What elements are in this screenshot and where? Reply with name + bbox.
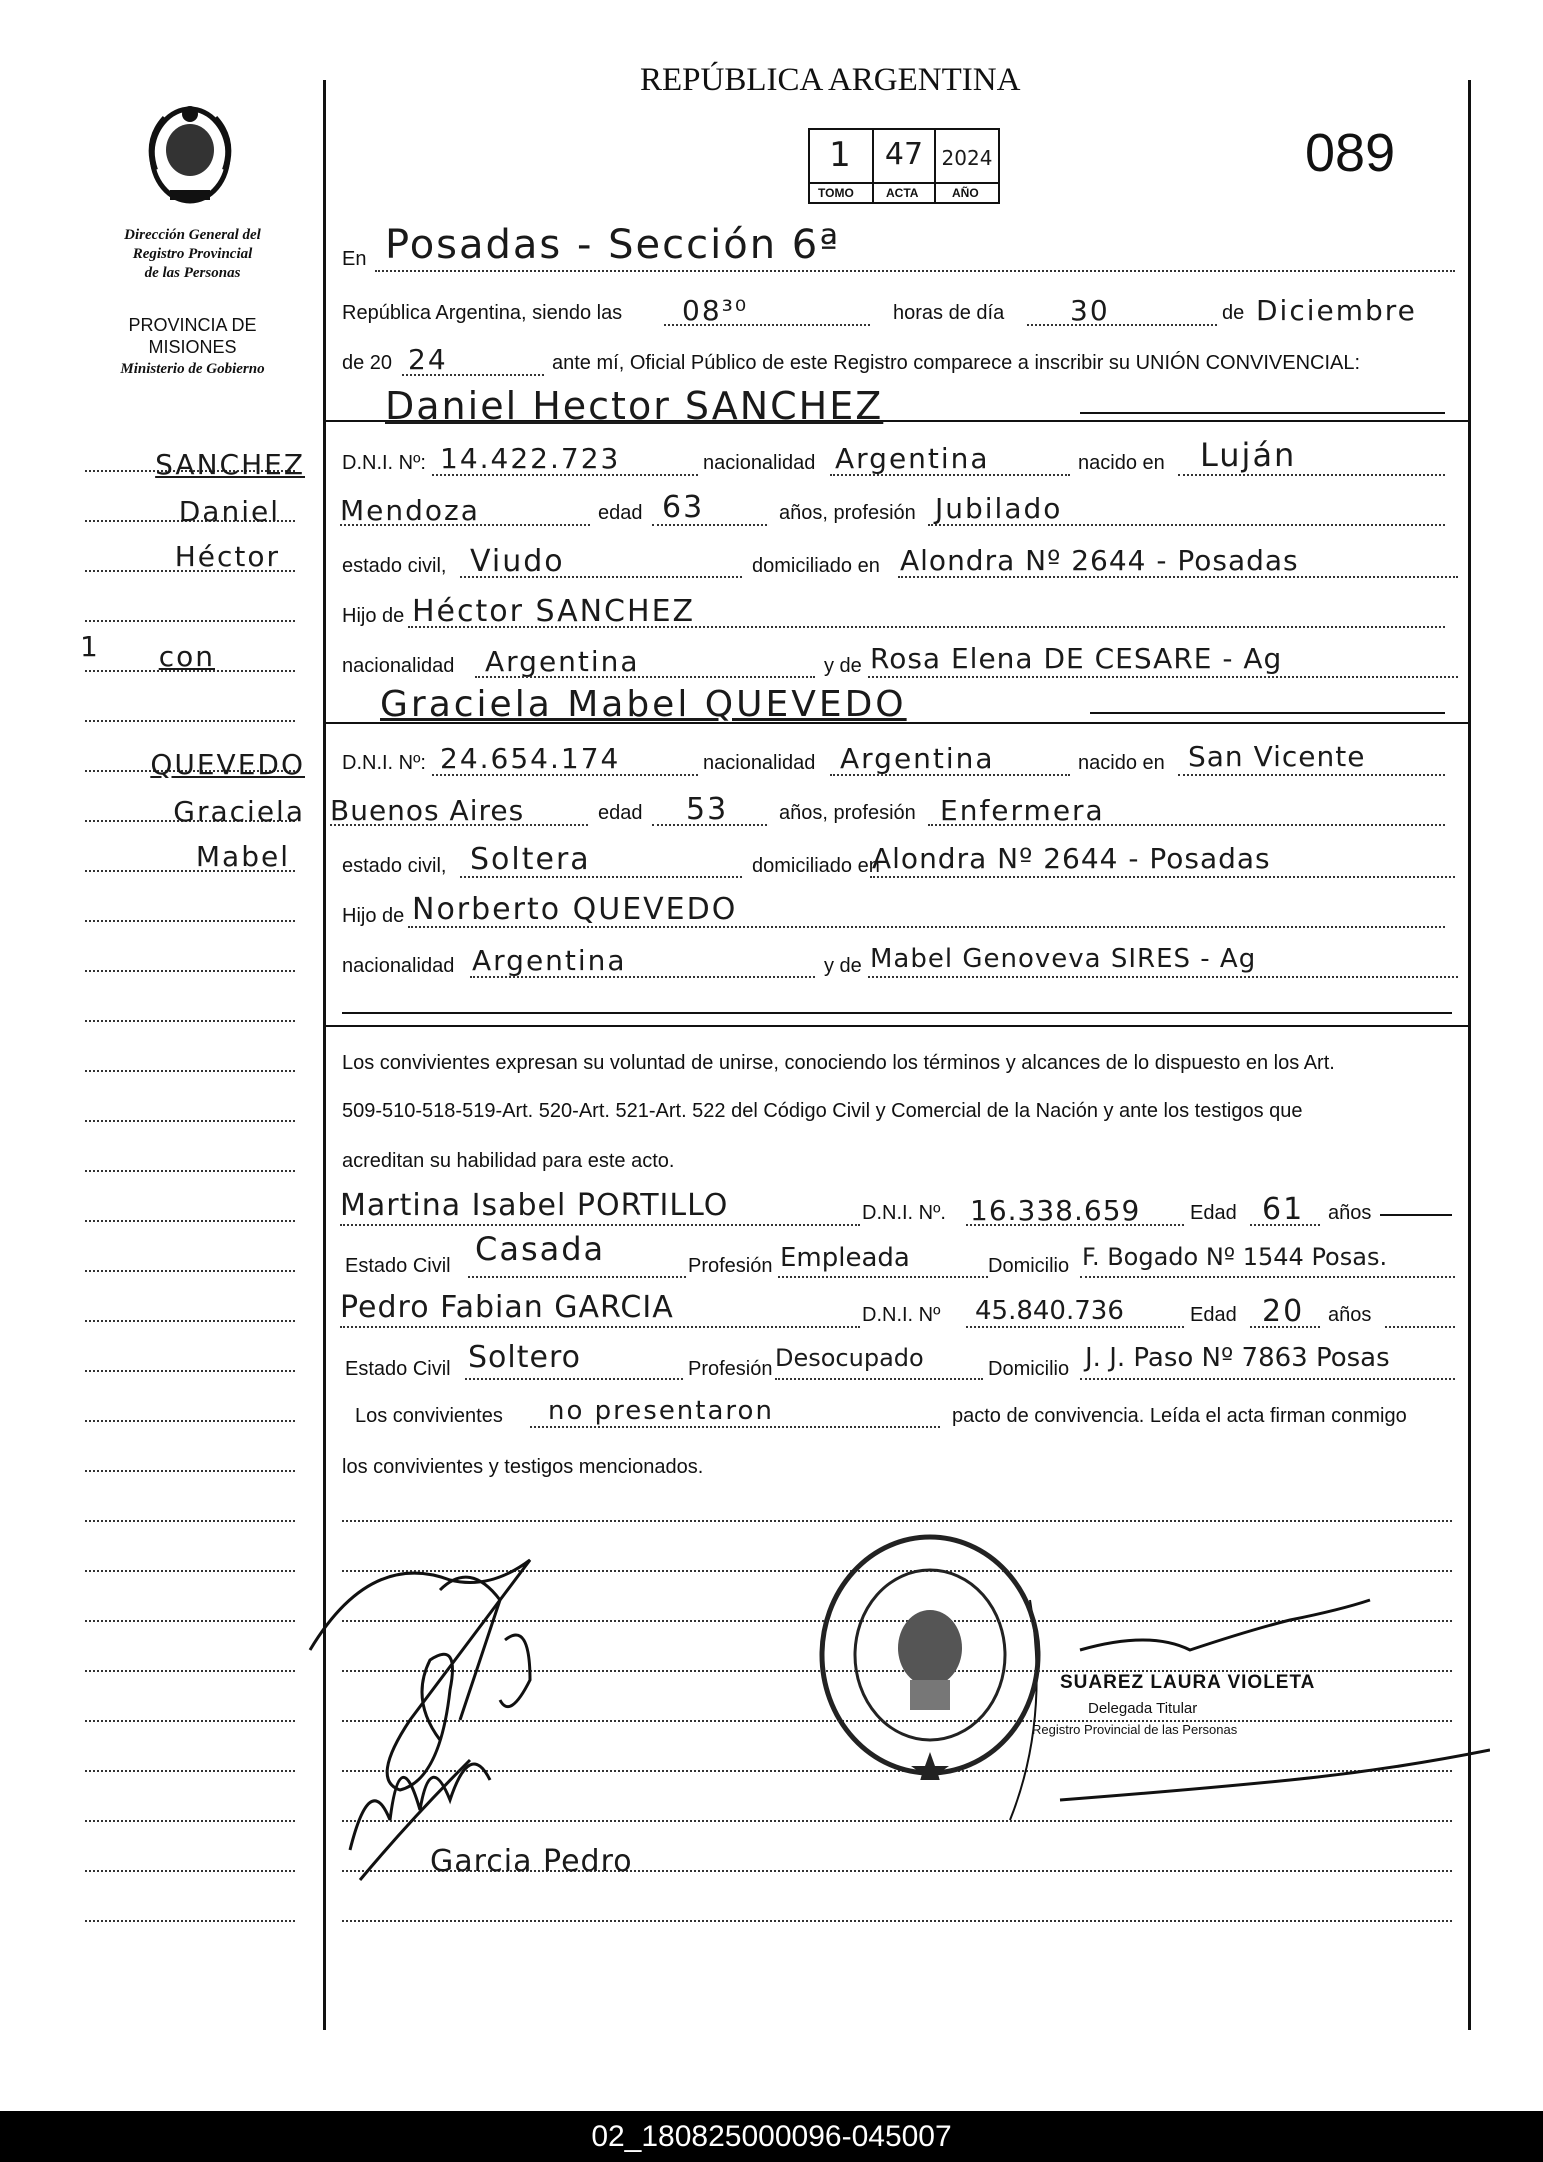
- w1-dni-label: D.N.I. Nº.: [862, 1202, 946, 1224]
- w1-estado-value: Casada: [475, 1230, 606, 1268]
- republica-label: República Argentina, siendo las: [342, 302, 623, 324]
- en-label: En: [342, 248, 367, 270]
- w1-edad-value: 61: [1262, 1192, 1305, 1227]
- sidebar-dotted-line: [85, 1720, 295, 1722]
- margin-given-2b: Mabel: [195, 840, 290, 873]
- w2-estado-value: Soltero: [468, 1340, 581, 1375]
- w2-edad-value: 20: [1262, 1294, 1305, 1329]
- sidebar-dotted-line: [85, 620, 295, 622]
- p2-nac2-label: nacionalidad: [342, 955, 455, 977]
- p2-edad-label: edad: [598, 802, 643, 824]
- p1-nacido-value: Luján: [1200, 436, 1297, 474]
- anio-label: AÑO: [952, 186, 979, 200]
- statement-line-3: acreditan su habilidad para este acto.: [342, 1150, 675, 1172]
- sidebar-dotted-line: [85, 1420, 295, 1422]
- closing-suffix: pacto de convivencia. Leída el acta firman conmigo: [952, 1405, 1407, 1427]
- sidebar-dotted-line: [85, 1020, 295, 1022]
- hour-value: 08³⁰: [682, 294, 749, 327]
- p2-nacionalidad-label: nacionalidad: [703, 752, 816, 774]
- official-title: Delegada Titular: [1088, 1700, 1198, 1717]
- p2-domicilio-value: Alondra Nº 2644 - Posadas: [872, 842, 1271, 875]
- w2-dni-value: 45.840.736: [975, 1296, 1124, 1326]
- acta-value: 47: [884, 137, 924, 172]
- p2-nacido-value: San Vicente: [1188, 740, 1366, 773]
- w2-dom-label: Domicilio: [988, 1358, 1070, 1380]
- p1-padre-value: Héctor SANCHEZ: [412, 594, 696, 629]
- p1-nacido-cont: Mendoza: [340, 494, 480, 527]
- country-title: REPÚBLICA ARGENTINA: [640, 62, 1021, 98]
- p1-anios-prof-label: años, profesión: [779, 502, 916, 524]
- official-office: Registro Provincial de las Personas: [1032, 1722, 1238, 1737]
- section-divider-3: [323, 1025, 1471, 1027]
- sidebar-dotted-line: [85, 1270, 295, 1272]
- sidebar-dotted-line: [85, 1470, 295, 1472]
- p1-estado-label: estado civil,: [342, 555, 447, 577]
- sidebar-dotted-line: [85, 1870, 295, 1872]
- sidebar-dotted-line: [85, 1920, 295, 1922]
- registry-seal-icon: [815, 1530, 1045, 1780]
- p2-anios-prof-label: años, profesión: [779, 802, 916, 824]
- p2-nacido-cont: Buenos Aires: [330, 794, 525, 827]
- p1-edad-label: edad: [598, 502, 643, 524]
- w1-prof-label: Profesión: [688, 1255, 773, 1277]
- org-line-1: Dirección General del: [124, 227, 261, 243]
- tomo-cell: [810, 130, 874, 182]
- sidebar-dotted-line: [85, 970, 295, 972]
- province-coat-of-arms-icon: [135, 100, 245, 210]
- w2-prof-label: Profesión: [688, 1358, 773, 1380]
- sidebar-dotted-line: [85, 1770, 295, 1772]
- p1-domicilio-label: domiciliado en: [752, 555, 880, 577]
- anio-value: 2024: [941, 146, 993, 170]
- horas-label: horas de día: [893, 302, 1005, 324]
- w2-anios-label: años: [1328, 1304, 1372, 1326]
- witness-handwritten-name: Garcia Pedro: [430, 1844, 633, 1879]
- w1-dni-value: 16.338.659: [970, 1194, 1141, 1227]
- w1-estado-label: Estado Civil: [345, 1255, 451, 1277]
- p1-domicilio-value: Alondra Nº 2644 - Posadas: [900, 544, 1299, 577]
- margin-surname-2: QUEVEDO: [150, 748, 305, 781]
- month-value: Diciembre: [1256, 294, 1417, 327]
- p1-estado-value: Viudo: [470, 544, 565, 579]
- tomo-label: TOMO: [818, 186, 854, 200]
- margin-con: con: [158, 640, 215, 673]
- year-prefix: de 20: [342, 352, 393, 374]
- org-line-3: de las Personas: [144, 265, 241, 281]
- p2-edad-value: 53: [686, 792, 729, 827]
- org-line-2: Registro Provincial: [132, 246, 253, 262]
- tomo-value: 1: [829, 135, 853, 175]
- margin-given-1b: Héctor: [174, 540, 280, 573]
- closing-line-2: los convivientes y testigos mencionados.: [342, 1456, 704, 1478]
- file-id-footer: 02_180825000096-045007: [0, 2111, 1543, 2162]
- w2-profesion-value: Desocupado: [775, 1344, 924, 1372]
- closing-prefix: Los convivientes: [355, 1405, 503, 1427]
- sidebar-dotted-line: [85, 1820, 295, 1822]
- acta-label: ACTA: [886, 186, 919, 200]
- province-line-1: PROVINCIA DE: [128, 315, 257, 335]
- org-name: [80, 226, 305, 283]
- sidebar-dotted-line: [85, 1520, 295, 1522]
- sidebar-dotted-line: [85, 920, 295, 922]
- p1-madre-value: Rosa Elena DE CESARE - Ag: [870, 642, 1283, 675]
- sidebar-dotted-line: [85, 1170, 295, 1172]
- person1-full-name: Daniel Hector SANCHEZ: [385, 384, 884, 428]
- de-label: de: [1222, 302, 1245, 324]
- p1-nacionalidad-label: nacionalidad: [703, 452, 816, 474]
- p1-yde-label: y de: [824, 655, 862, 677]
- official-name: SUAREZ LAURA VIOLETA: [1060, 1672, 1316, 1693]
- p2-hijo-label: Hijo de: [342, 905, 405, 927]
- acta-cell: [874, 130, 936, 182]
- w1-edad-label: Edad: [1190, 1202, 1237, 1224]
- p1-edad-value: 63: [662, 490, 705, 525]
- p2-dni-value: 24.654.174: [440, 742, 621, 775]
- p2-domicilio-label: domiciliado en: [752, 855, 880, 877]
- sidebar-dotted-line: [85, 1070, 295, 1072]
- p2-profesion-value: Enfermera: [940, 794, 1105, 827]
- w1-anios-label: años: [1328, 1202, 1372, 1224]
- place-value: Posadas - Sección 6ª: [385, 222, 841, 268]
- page-number: 089: [1305, 123, 1396, 183]
- sidebar-dotted-line: [85, 1370, 295, 1372]
- person2-full-name: Graciela Mabel QUEVEDO: [380, 684, 907, 725]
- sidebar-dotted-line: [85, 1570, 295, 1572]
- w2-domicilio-value: J. J. Paso Nº 7863 Posas: [1085, 1343, 1390, 1373]
- w2-edad-label: Edad: [1190, 1304, 1237, 1326]
- p1-nacido-label: nacido en: [1078, 452, 1165, 474]
- margin-given-1a: Daniel: [178, 495, 280, 528]
- p1-nac2-label: nacionalidad: [342, 655, 455, 677]
- year-suffix: 24: [408, 343, 448, 376]
- w2-estado-label: Estado Civil: [345, 1358, 451, 1380]
- p2-estado-value: Soltera: [470, 842, 591, 877]
- w1-domicilio-value: F. Bogado Nº 1544 Posas.: [1082, 1243, 1388, 1271]
- province-line-2: MISIONES: [148, 337, 237, 357]
- p2-madre-value: Mabel Genoveva SIRES - Ag: [870, 944, 1257, 974]
- w2-name: Pedro Fabian GARCIA: [340, 1290, 674, 1325]
- p2-yde-label: y de: [824, 955, 862, 977]
- p2-nacido-label: nacido en: [1078, 752, 1165, 774]
- p2-padre-value: Norberto QUEVEDO: [412, 892, 738, 927]
- margin-given-2a: Graciela: [173, 795, 305, 828]
- p1-dni-value: 14.422.723: [440, 442, 621, 475]
- p2-dni-label: D.N.I. Nº:: [342, 752, 426, 774]
- p1-hijo-label: Hijo de: [342, 605, 405, 627]
- statement-line-2: 509-510-518-519-Art. 520-Art. 521-Art. 522 del Código Civil y Comercial de la Nación y ante los testigos que: [342, 1100, 1303, 1122]
- sidebar-dotted-line: [85, 720, 295, 722]
- ante-text: ante mí, Oficial Público de este Registro comparece a inscribir su UNIÓN CONVIVENCIAL:: [552, 352, 1361, 374]
- margin-prefix: 1: [80, 630, 100, 663]
- sidebar-dotted-line: [85, 1120, 295, 1122]
- p2-estado-label: estado civil,: [342, 855, 447, 877]
- p1-dni-label: D.N.I. Nº:: [342, 452, 426, 474]
- p2-nacionalidad-value: Argentina: [840, 742, 995, 775]
- p2-padre-nac-value: Argentina: [472, 944, 627, 977]
- margin-surname-1: SANCHEZ: [155, 448, 305, 481]
- province-name: [80, 314, 305, 380]
- sidebar-dotted-line: [85, 1620, 295, 1622]
- w1-dom-label: Domicilio: [988, 1255, 1070, 1277]
- p1-nacionalidad-value: Argentina: [835, 442, 990, 475]
- tomo-acta-anio-box: [808, 128, 1000, 204]
- w2-dni-label: D.N.I. Nº: [862, 1304, 941, 1326]
- w1-profesion-value: Empleada: [780, 1243, 910, 1273]
- day-value: 30: [1070, 294, 1110, 327]
- w1-name: Martina Isabel PORTILLO: [340, 1188, 729, 1223]
- statement-line-1: Los convivientes expresan su voluntad de unirse, conociendo los términos y alcances de lo dispuesto en los Art.: [342, 1052, 1335, 1074]
- sidebar-dotted-line: [85, 1670, 295, 1672]
- sidebar-dotted-line: [85, 1220, 295, 1222]
- ministry-name: Ministerio de Gobierno: [120, 361, 265, 377]
- closing-pacto-value: no presentaron: [548, 1396, 774, 1426]
- anio-cell: [936, 130, 998, 182]
- p1-profesion-value: Jubilado: [935, 492, 1063, 525]
- sidebar-dotted-line: [85, 1320, 295, 1322]
- p1-padre-nac-value: Argentina: [485, 645, 640, 678]
